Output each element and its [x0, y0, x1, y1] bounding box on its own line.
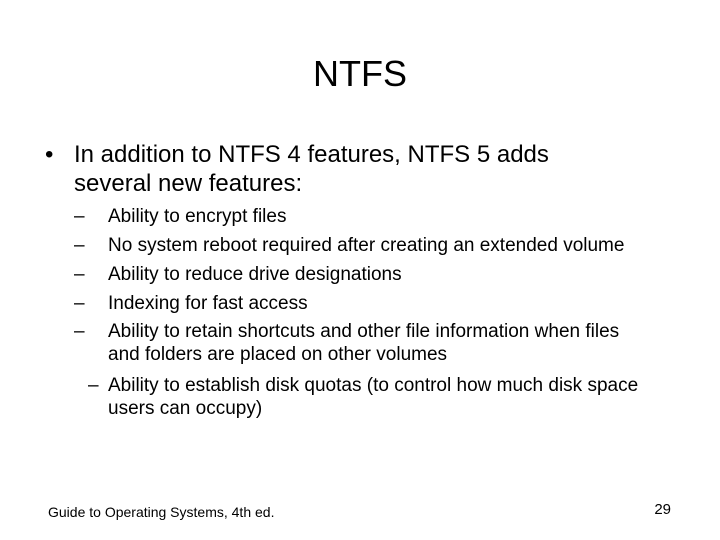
- bullet-marker: •: [45, 141, 54, 168]
- sub-item-text: No system reboot required after creating an extended volume: [108, 235, 625, 256]
- footer-source: Guide to Operating Systems, 4th ed.: [48, 504, 275, 520]
- main-bullet-text: [74, 140, 654, 198]
- dash-marker: –: [74, 321, 85, 342]
- sub-item-text-line-1: Ability to establish disk quotas (to control how much disk space: [108, 375, 639, 396]
- sub-item-text: Ability to reduce drive designations: [108, 264, 402, 285]
- dash-marker: –: [88, 375, 99, 396]
- sub-item-text: Indexing for fast access: [108, 293, 308, 314]
- sub-item-text-line-1: Ability to retain shortcuts and other file information when files: [108, 321, 620, 342]
- main-bullet-line-2: several new features:: [74, 170, 303, 197]
- slide-title: NTFS: [313, 53, 407, 94]
- dash-marker: –: [74, 206, 85, 227]
- main-bullet-line-1: In addition to NTFS 4 features, NTFS 5 adds: [74, 141, 549, 168]
- sub-item-text-line-2: and folders are placed on other volumes: [108, 344, 448, 365]
- sub-item-text-line-2: users can occupy): [108, 398, 263, 419]
- dash-marker: –: [74, 293, 85, 314]
- sub-item-text: Ability to encrypt files: [108, 206, 287, 227]
- page-number: 29: [654, 501, 671, 518]
- dash-marker: –: [74, 235, 85, 256]
- dash-marker: –: [74, 264, 85, 285]
